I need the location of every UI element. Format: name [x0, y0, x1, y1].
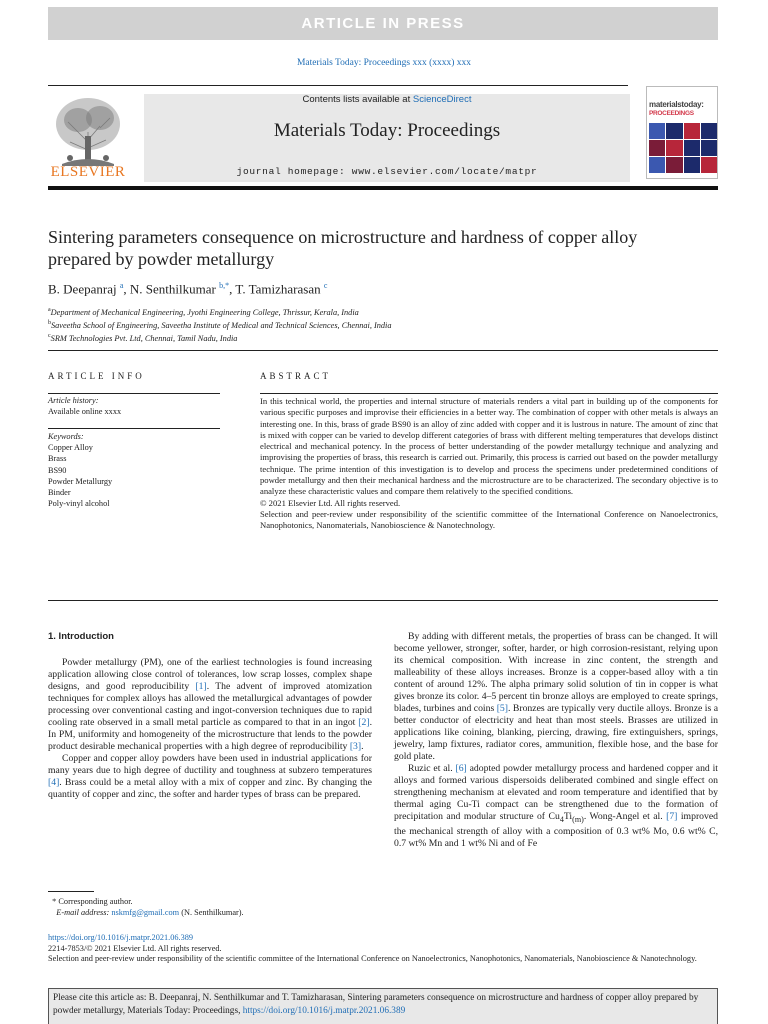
article-history-label: Article history: — [48, 396, 99, 405]
corresponding-author-note: Corresponding author. — [58, 897, 133, 906]
affiliation: $^b$Saveetha School of Engineering, Saveetha Institute of Medical and Technical Sciences, Chennai, India — [48, 319, 392, 330]
email-link[interactable]: nskmfg@gmail.com — [111, 908, 180, 917]
abstract-peer-review: Selection and peer-review under responsibility of the scientific committee of the International Conference on Nanoelectronics, Nanophotonics, Nanomaterials, Nanobioscience & Nanotechnology. — [260, 508, 718, 531]
keywords-label: Keywords: — [48, 432, 84, 441]
divider — [48, 393, 220, 394]
footnote — [48, 896, 372, 918]
email-label: E-mail address: — [56, 908, 110, 917]
citation-link[interactable]: [5] — [496, 703, 508, 714]
email-owner: (N. Senthilkumar). — [181, 908, 244, 917]
peer-review-note: Selection and peer-review under responsibility of the scientific committee of the International Conference on Nanoelectronics, Nanophotonics, Nanomaterials, Nanobioscience & Nanotechnology. — [48, 954, 697, 963]
article-history-value: Available online xxxx — [48, 407, 122, 417]
divider — [48, 600, 718, 601]
divider — [48, 350, 718, 351]
header-rule — [48, 85, 628, 86]
citation-link[interactable]: [3] — [349, 741, 362, 752]
author-name[interactable]: T. Tamizharasan — [235, 281, 321, 297]
citation-link[interactable]: [1] — [195, 681, 207, 692]
citation-link[interactable]: [2] — [358, 717, 370, 728]
article-history — [48, 395, 220, 417]
sciencedirect-link[interactable]: ScienceDirect — [412, 94, 472, 105]
journal-homepage[interactable]: journal homepage: www.elsevier.com/locate/matpr — [236, 166, 538, 177]
keywords — [48, 431, 220, 509]
paragraph: Ruzic et al. [6] adopted powder metallurgy process and hardened copper and it alloys and formed various dispersoids deliberated combined and single effect on strengthening mechanism at elevated and room temperature and identified that by thermal aging Cu-Ti compact can be strengthened due to the formation of precipitation and modular structure of $Cu_4Ti_{(m)}$. Wong-Angel et al. [7] improved the mechanical strength of alloy with a composition of 0.3 wt% Mo, 0.6 wt% C, 0.7 wt% Mn and 1 wt% Ni and of Fe — [394, 763, 718, 849]
right-column — [394, 631, 718, 850]
bottom-info — [48, 933, 718, 965]
author-list: B. Deepanraj $^a$, N. Senthilkumar $^{b,*}$, T. Tamizharasan $^c$ — [48, 281, 328, 297]
keyword: BS90 — [48, 465, 67, 475]
journal-title: Materials Today: Proceedings — [273, 120, 501, 141]
abstract-text: In this technical world, the properties and internal structure of materials renders a vital part in building up of the components for various specific purposes and improvise their efficiencies in a better way. The combination of copper with other metals is always an interesting one. In this, brass of grade BS90 is an alloy of zinc added with copper and it is lustrous in nature. The amount of zinc that is mixed with copper can be varied to develop different categories of brass with different melting temperatures that develops distinct electrical and mechanical potency. In the process of better understanding of the powder metallurgy technique and analyzing and improvising the properties of brass, this research is carried out. Primarily, this process is carried out based on the powder metallurgy technique. The prime intention of this investigation is to develop and process the specimens under predetermined conditions of powder metallurgy and then their mechanical hardness and the microstructure are to be characterized. The secondary objective is to analyze these characteristic values and compare them relatively to the specified conditions. — [260, 396, 718, 497]
contents-prefix: Contents lists available at — [302, 94, 413, 105]
abstract-body — [260, 396, 718, 532]
author-name[interactable]: N. Senthilkumar — [129, 281, 216, 297]
section-heading-introduction: 1. Introduction — [48, 631, 114, 642]
affiliation: $^a$Department of Mechanical Engineering, Jyothi Engineering College, Thrissur, Kerala, India — [48, 307, 359, 317]
journal-cover-image[interactable] — [646, 86, 718, 179]
cover-title: materialstoday: PROCEEDINGS — [649, 100, 704, 117]
journal-reference[interactable]: Materials Today: Proceedings xxx (xxxx) xxx — [296, 58, 472, 68]
keyword: Brass — [48, 454, 67, 464]
abstract-heading: ABSTRACT — [260, 371, 332, 381]
author-affil-mark[interactable]: b,* — [219, 281, 230, 290]
cite-doi-link[interactable]: https://doi.org/10.1016/j.matpr.2021.06.389 — [242, 1005, 406, 1016]
citation-link[interactable]: [7] — [666, 811, 678, 822]
abstract-copyright: © 2021 Elsevier Ltd. All rights reserved. — [260, 497, 401, 508]
article-in-press-banner: ARTICLE IN PRESS — [48, 7, 718, 40]
divider — [260, 393, 718, 394]
citation-link[interactable]: [6] — [455, 763, 467, 774]
footnote-rule — [48, 891, 94, 892]
publisher-name[interactable]: ELSEVIER — [50, 164, 126, 180]
left-column — [48, 657, 372, 801]
doi-link[interactable]: https://doi.org/10.1016/j.matpr.2021.06.389 — [48, 933, 194, 942]
paper-title: Sintering parameters consequence on microstructure and hardness of copper alloy prepared by powder metallurgy — [48, 227, 638, 269]
keyword: Binder — [48, 488, 71, 498]
contents-line — [144, 94, 630, 105]
keyword: Powder Metallurgy — [48, 476, 113, 486]
author-affil-mark[interactable]: a — [119, 281, 124, 290]
header-thick-rule — [48, 186, 718, 190]
paragraph: Copper and copper alloy powders have been used in industrial applications for many years due to high degree of ductility and toughness at subzero temperatures [4]. Brass could be a metal alloy with a mix of copper and zinc. By changing the quantity of copper and zinc, the softer and harder types of brass can be prepared. — [48, 753, 372, 800]
cover-graphic — [649, 123, 717, 173]
citation-link[interactable]: [4] — [48, 777, 60, 788]
paragraph: By adding with different metals, the properties of brass can be changed. It will become yellower, stronger, softer, harder, or high corrosion-resistant, relying upon its chemical composition. With increase in zinc content, the strength and malleability of these alloys increases. Bronze is a copper-based alloy with a tin content of around 12%. The alpha primary solid solution of tin in copper is what gives bronze its color. 4–5 percent tin bronze alloys are employed to create springs, blades, turbines and coins [5]. Bronzes are typically very ductile alloys. Bronze is a better conductor of electricity and heat than most steels. Brasses are utilized in applications like coining, blanking, piercing, drawing, fire extinguishers, springs, jewelry, lamp fixtures, radiator cores, ammunition, flexible hose, and the base for gold plate. — [394, 631, 718, 762]
affiliations — [48, 305, 718, 344]
cite-text: Please cite this article as: B. Deepanraj, N. Senthilkumar and T. Tamizharasan, Sintering parameters consequence on microstructure and hardness of copper alloy prepared by powder metallurgy, Materials Today: Proceedings, — [53, 993, 699, 1016]
cover-subtitle: PROCEEDINGS — [649, 110, 694, 117]
divider — [48, 428, 220, 429]
keyword: Poly-vinyl alcohol — [48, 499, 110, 509]
article-info-heading: ARTICLE INFO — [48, 371, 145, 381]
cite-this-article-box — [48, 988, 718, 1024]
keyword: Copper Alloy — [48, 443, 93, 453]
footnote-marker: * — [52, 897, 57, 906]
author-affil-mark[interactable]: c — [323, 281, 328, 290]
affiliation: $^c$SRM Technologies Pvt. Ltd, Chennai, Tamil Nadu, India — [48, 332, 238, 343]
paragraph: Powder metallurgy (PM), one of the earliest technologies is found increasing application allowing close control of tolerances, low scrap losses, complex shape designs, and good reproducibility [1]. The advent of improved atomization techniques for complex alloys has allowed the metallurgical advantages of powder processing over conventional casting and ingot-conversion techniques due to rapid cooling rate observed in a small metal particle as compared to that in an ingot [2]. In PM, uniformity and homogeneity of the microstructure that lends to the powder product desirable mechanical properties with a high degree of reproducibility [3]. — [48, 657, 372, 752]
author-name[interactable]: B. Deepanraj — [48, 281, 117, 297]
issn-line: 2214-7853/© 2021 Elsevier Ltd. All rights reserved. — [48, 943, 222, 953]
